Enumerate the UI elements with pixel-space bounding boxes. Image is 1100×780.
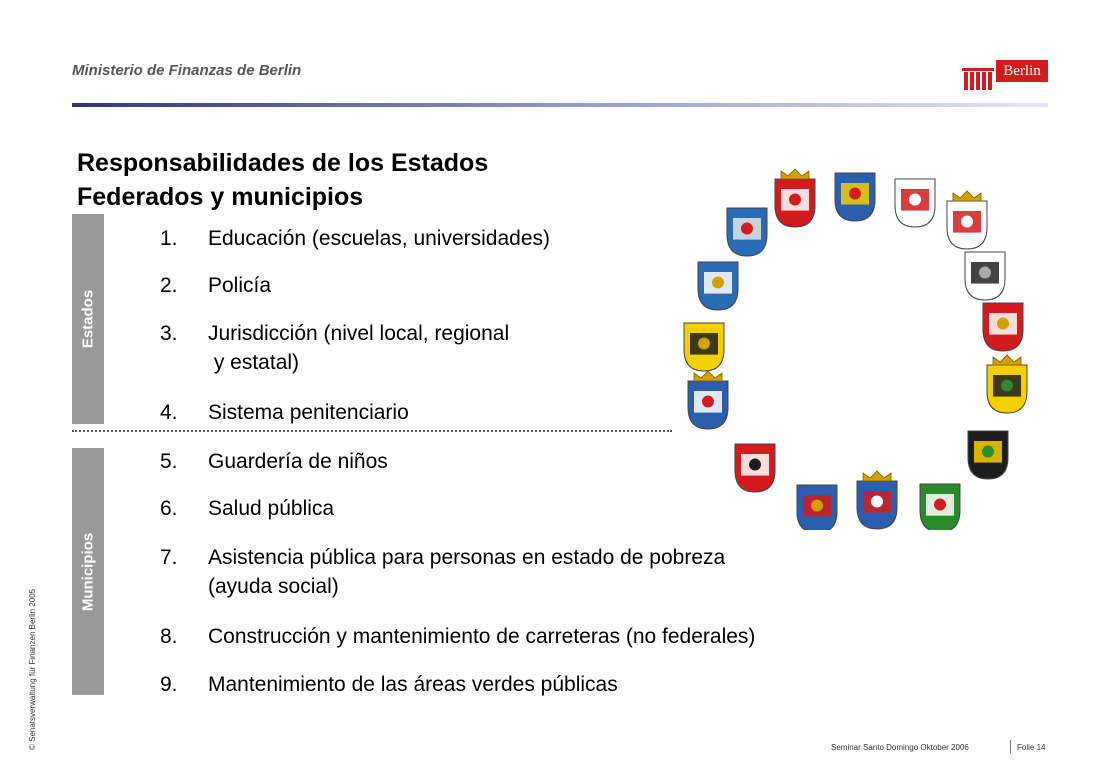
footer-slide-number: Folie 14 (1017, 743, 1046, 752)
item-text: Educación (escuelas, universidades) (208, 227, 551, 250)
thueringen-crest-icon (857, 471, 897, 529)
item-number: 8. (160, 625, 178, 648)
item-text-line: Jurisdicción (nivel local, regional (208, 322, 510, 345)
hessen-crest-icon (797, 485, 837, 530)
hamburg-crest-icon (775, 169, 815, 227)
section-label-estados (72, 214, 104, 424)
logo-text: Berlin (996, 60, 1048, 82)
copyright-text: © Senatsverwaltung für Finanzen Berlin 2005 (28, 588, 37, 750)
baden-wuerttemberg-crest-icon (684, 323, 724, 371)
bear-logo-icon (962, 60, 996, 94)
item-number: 5. (160, 450, 178, 473)
item-text (208, 543, 725, 601)
title-line-1: Responsabilidades de los Estados (77, 149, 489, 177)
bayern-crest-icon (698, 262, 738, 310)
item-number: 9. (160, 673, 178, 696)
item-number: 4. (160, 401, 178, 424)
schleswig-holstein-crest-icon (727, 208, 767, 256)
item-number: 7. (160, 546, 178, 569)
mecklenburg-vorpommern-crest-icon (835, 173, 875, 221)
footer-seminar: Seminar Santo Domingo Oktober 2006 (831, 743, 969, 752)
section-label-text: Municipios (79, 532, 97, 611)
item-text: Policía (208, 274, 272, 297)
item-text: Mantenimiento de las áreas verdes públicas (208, 673, 618, 696)
nordrhein-westfalen-crest-icon (920, 484, 960, 530)
berlin-crest-icon (965, 252, 1005, 300)
ministry-title: Ministerio de Finanzas de Berlin (72, 62, 302, 79)
niedersachsen-crest-icon (983, 303, 1023, 351)
item-text: Salud pública (208, 497, 335, 520)
item-text: Guardería de niños (208, 450, 388, 473)
item-text-continuation: (ayuda social) (208, 575, 339, 598)
item-text (208, 319, 509, 377)
page-title (77, 146, 637, 214)
section-label-text: Estados (79, 289, 97, 349)
berlin-logo (962, 60, 1048, 94)
item-text: Construcción y mantenimiento de carreteras (no federales) (208, 625, 756, 648)
header-divider (72, 103, 1048, 107)
sachsen-anhalt-crest-icon (987, 355, 1027, 413)
saarland-crest-icon (688, 371, 728, 429)
item-number: 2. (160, 274, 178, 297)
item-number: 6. (160, 497, 178, 520)
item-text: Sistema penitenciario (208, 401, 409, 424)
item-text-continuation: y estatal) (208, 351, 300, 374)
state-crests-circle (670, 160, 1050, 530)
section-divider (72, 430, 672, 432)
item-number: 3. (160, 322, 178, 345)
rheinland-pfalz-crest-icon (735, 444, 775, 492)
brandenburg-crest-icon (947, 191, 987, 249)
footer-separator (1010, 740, 1011, 754)
bremen-crest-icon (895, 179, 935, 227)
sachsen-crest-icon (968, 431, 1008, 479)
item-text-line: Asistencia pública para personas en estado de pobreza (208, 546, 726, 569)
title-line-2: Federados y municipios (77, 183, 364, 211)
item-number: 1. (160, 227, 178, 250)
section-label-municipios (72, 448, 104, 695)
